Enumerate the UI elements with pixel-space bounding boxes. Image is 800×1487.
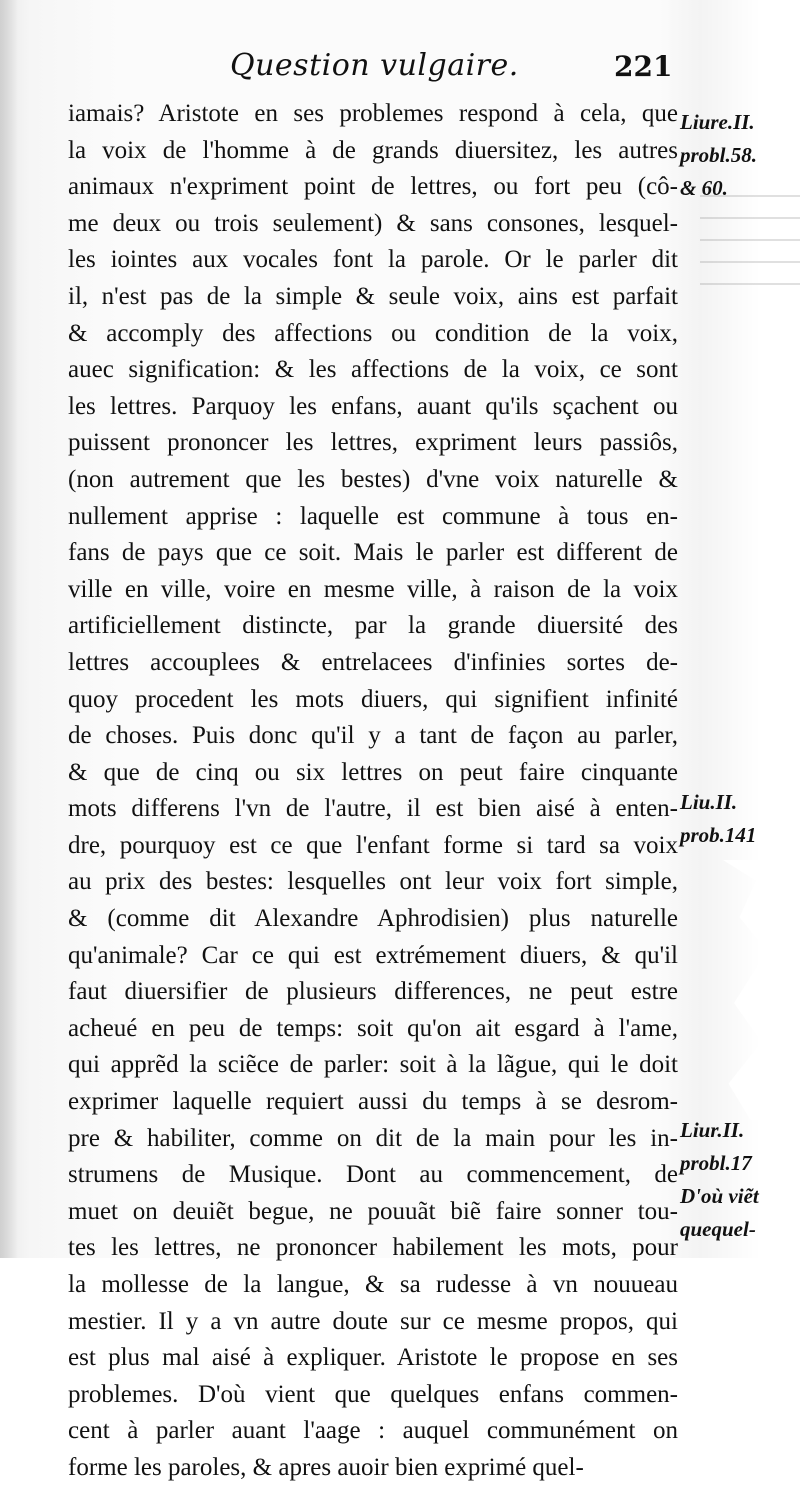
text-line: de choses. Puis donc qu'il y a tant de façon au parler,	[68, 722, 678, 750]
text-line: animaux n'expriment point de lettres, ou fort peu (cô-	[68, 173, 678, 201]
page-number: 221	[614, 50, 673, 83]
margin-note-line: probl.17	[680, 1151, 752, 1175]
text-line: faut diuersifier de plusieurs differences, ne peut estre	[68, 978, 678, 1006]
text-line: & (comme dit Alexandre Aphrodisien) plus naturelle	[68, 905, 678, 933]
margin-note-1	[680, 106, 790, 205]
text-line: est plus mal aisé à expliquer. Aristote le propose en ses	[68, 1344, 678, 1372]
torn-page-edge	[690, 860, 800, 1120]
text-line: fans de pays que ce soit. Mais le parler est different de	[68, 539, 678, 567]
text-line: ville en ville, voire en mesme ville, à raison de la voix	[68, 575, 678, 603]
text-line: il, n'est pas de la simple & seule voix, ains est parfait	[68, 282, 678, 310]
text-line: quoy procedent les mots diuers, qui signifient infinité	[68, 685, 678, 713]
text-line: les lettres. Parquoy les enfans, auant qu'ils sçachent ou	[68, 392, 678, 420]
margin-note-line: probl.58.	[680, 143, 758, 167]
text-line: acheué en peu de temps: soit qu'on ait esgard à l'ame,	[68, 1014, 678, 1042]
text-line: strumens de Musique. Dont au commencement, de	[68, 1161, 678, 1189]
text-line: dre, pourquoy est ce que l'enfant forme si tard sa voix	[68, 831, 678, 859]
text-line: mots differens l'vn de l'autre, il est bien aisé à enten-	[68, 795, 678, 823]
gutter-shadow	[0, 0, 18, 1258]
text-line: (non autrement que les bestes) d'vne voix naturelle &	[68, 465, 678, 493]
text-line: nullement apprise : laquelle est commune à tous en-	[68, 502, 678, 530]
text-line: auec signification: & les affections de la voix, ce sont	[68, 356, 678, 384]
text-line: lettres accouplees & entrelacees d'infinies sortes de-	[68, 648, 678, 676]
margin-note-line: Liur.II.	[680, 1118, 745, 1142]
text-line: cent à parler auant l'aage : auquel communément on	[68, 1417, 678, 1445]
text-line: la voix de l'homme à de grands diuersitez, les autres	[68, 136, 678, 164]
text-line: pre & habiliter, comme on dit de la main pour les in-	[68, 1124, 678, 1152]
text-line: & que de cinq ou six lettres on peut faire cinquante	[68, 758, 678, 786]
text-line: artificiellement distincte, par la grande diuersité des	[68, 612, 678, 640]
text-line: puissent prononcer les lettres, expriment leurs passiôs,	[68, 429, 678, 457]
text-line: iamais? Aristote en ses problemes respond à cela, que	[68, 100, 678, 127]
text-line: me deux ou trois seulement) & sans consones, lesquel-	[68, 209, 678, 237]
text-line: qui apprẽd la sciẽce de parler: soit à la lãgue, qui le doit	[68, 1051, 678, 1079]
text-line: tes les lettres, ne prononcer habilement les mots, pour	[68, 1234, 678, 1262]
text-line: au prix des bestes: lesquelles ont leur voix fort simple,	[68, 868, 678, 896]
margin-note-line: & 60.	[680, 176, 728, 200]
text-line: & accomply des affections ou condition de la voix,	[68, 319, 678, 347]
margin-note-2	[680, 786, 790, 852]
margin-note-line: quequel-	[680, 1217, 756, 1241]
text-line: exprimer laquelle requiert aussi du temps à se desrom-	[68, 1088, 678, 1116]
margin-note-line: Liure.II.	[680, 110, 755, 134]
text-line: la mollesse de la langue, & sa rudesse à vn nouueau	[68, 1271, 678, 1298]
body-text	[68, 96, 678, 1487]
text-line: muet on deuiẽt begue, ne pouuãt biẽ faire sonner tou-	[68, 1197, 678, 1225]
text-line: qu'animale? Car ce qui est extrémement diuers, & qu'il	[68, 941, 678, 969]
bleed-through-marks	[700, 195, 800, 285]
running-head: Question vulgaire.	[230, 48, 519, 83]
text-line: mestier. Il y a vn autre doute sur ce mesme propos, qui	[68, 1307, 678, 1335]
text-line: forme les paroles, & apres auoir bien exprimé quel-	[68, 1453, 584, 1481]
text-line: problemes. D'où vient que quelques enfans commen-	[68, 1380, 678, 1408]
margin-note-line: Liu.II.	[680, 790, 738, 814]
margin-note-3	[680, 1114, 790, 1246]
margin-note-line: prob.141	[680, 823, 757, 847]
margin-note-line: D'où viẽt	[680, 1184, 759, 1208]
text-line: les iointes aux vocales font la parole. Or le parler dit	[68, 246, 678, 274]
